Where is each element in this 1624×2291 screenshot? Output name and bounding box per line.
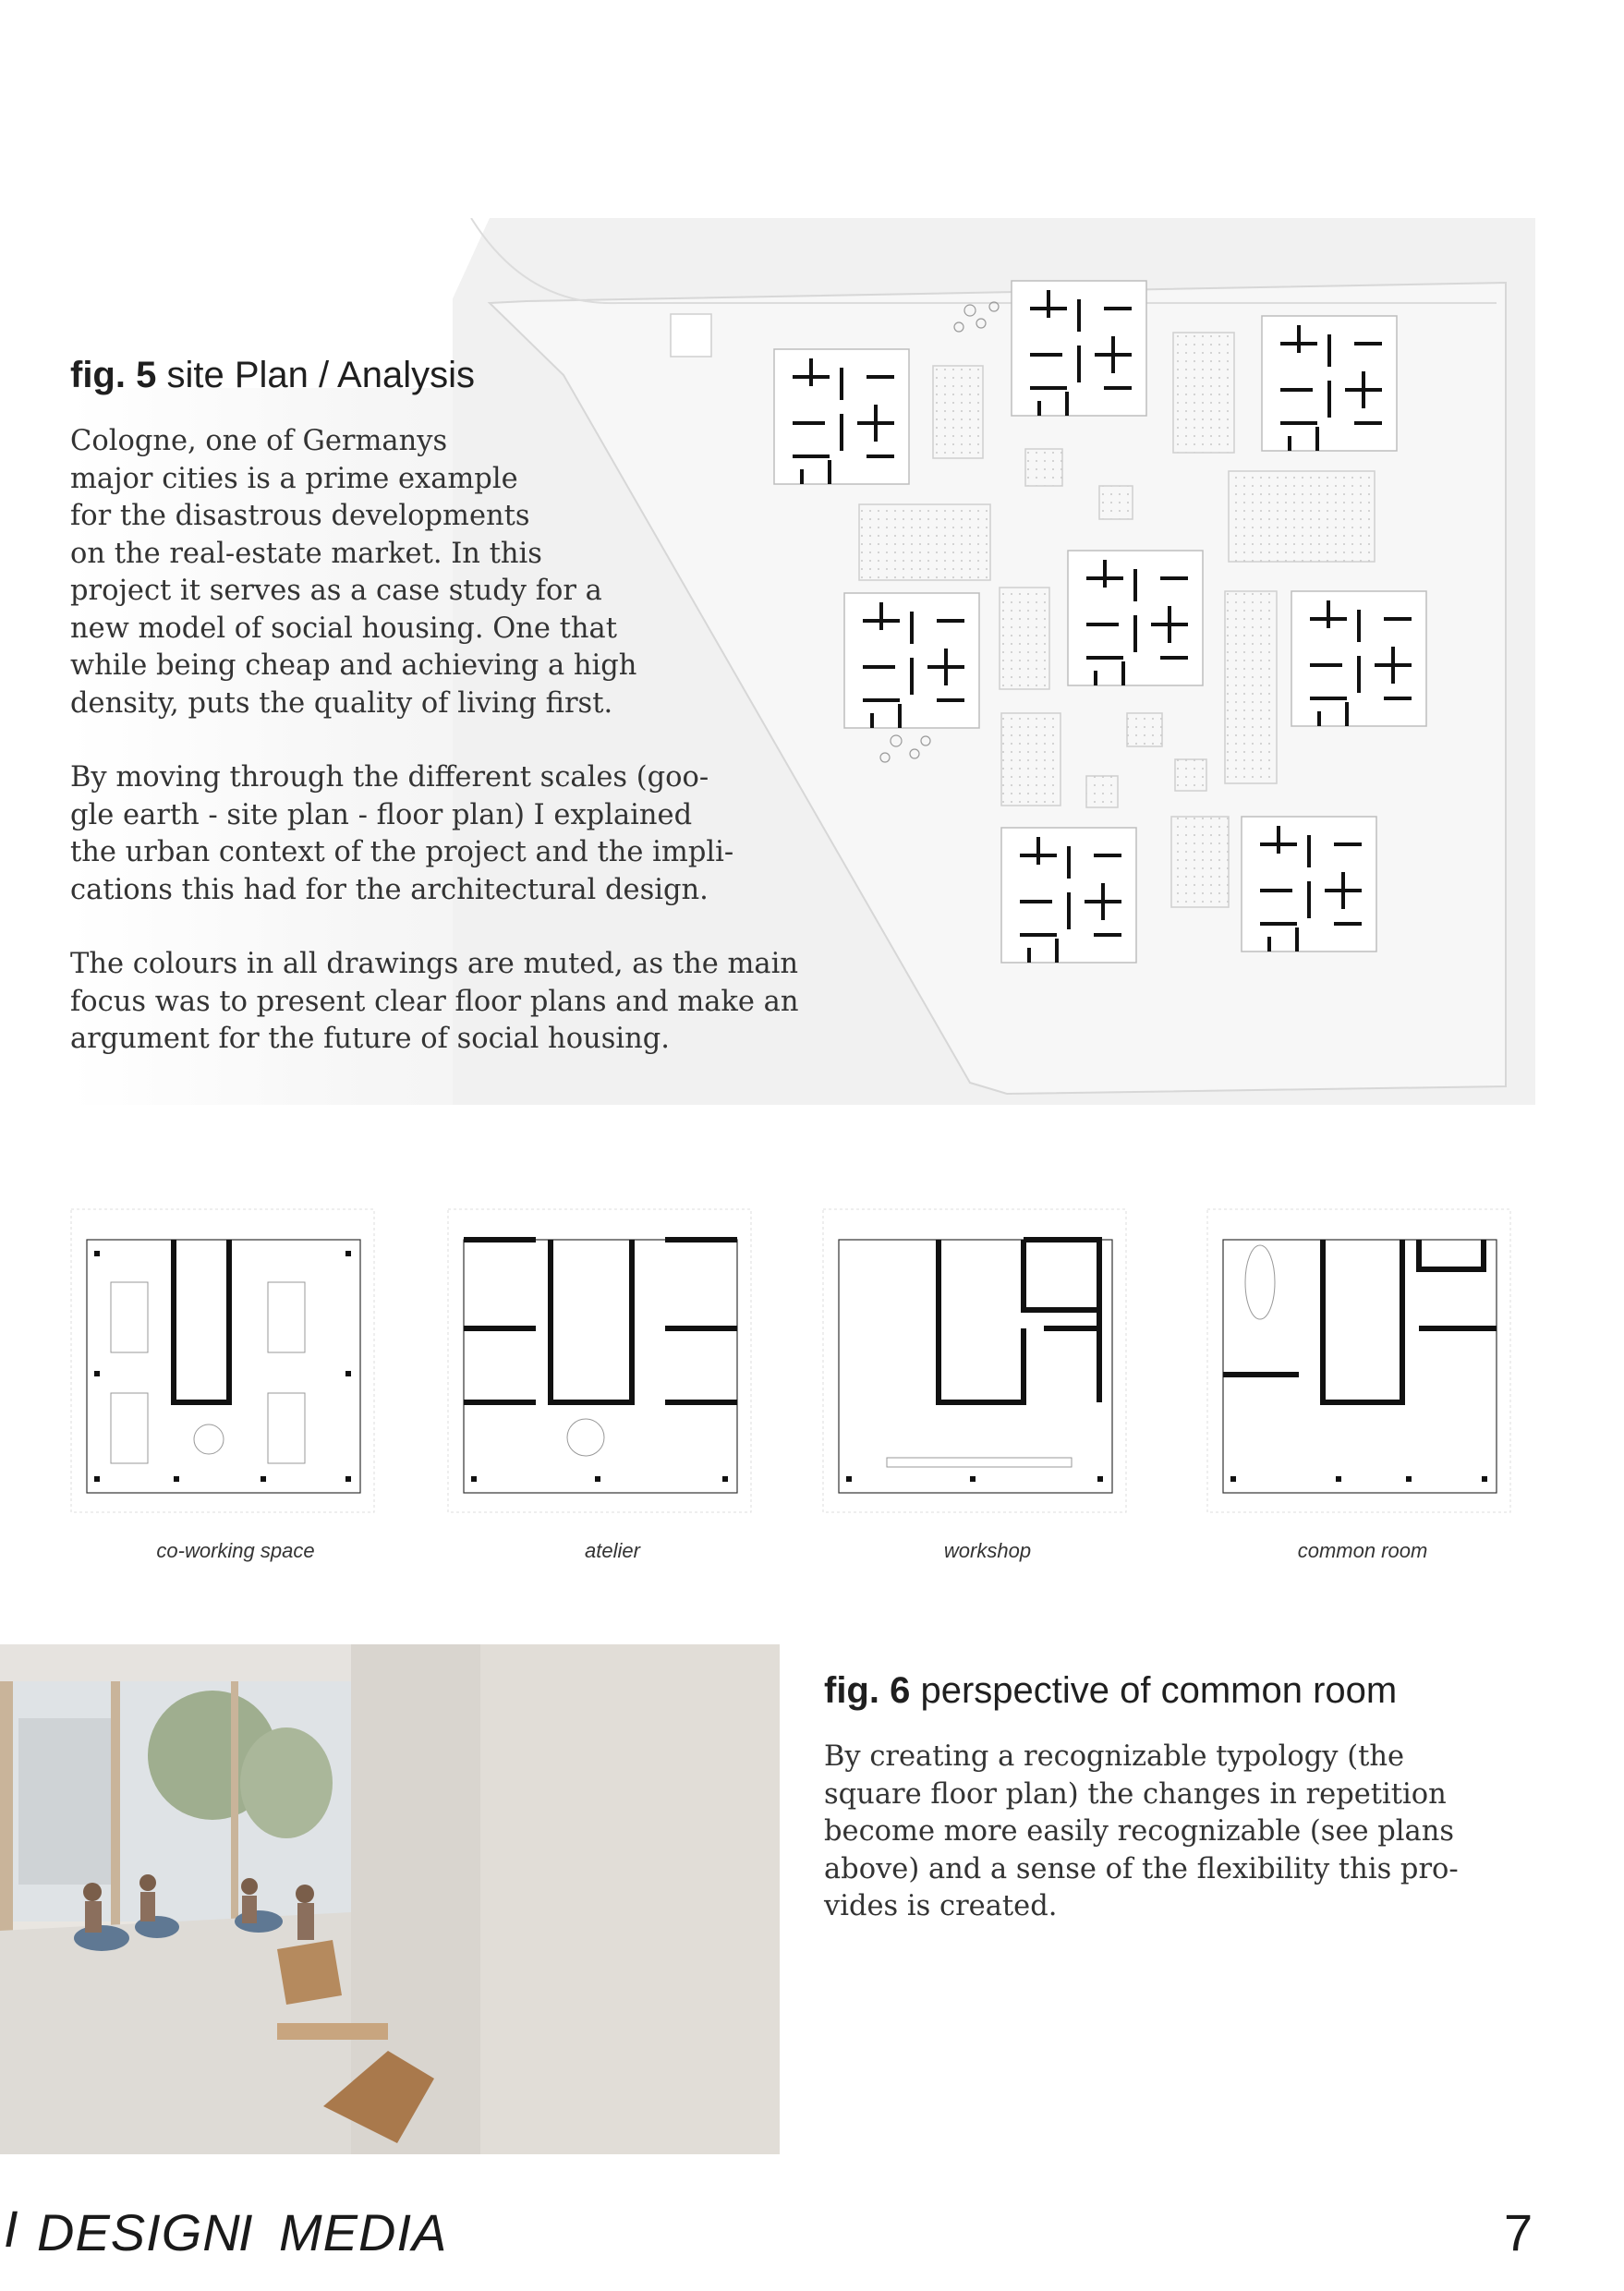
floor-plan-common-room bbox=[1206, 1208, 1511, 1513]
fig5-paragraph-3: The colours in all drawings are muted, as the main focus was to present clear floor plans and make an argument for the future of social housing. bbox=[70, 948, 799, 1055]
common-room-perspective-render bbox=[0, 1644, 780, 2154]
floor-plan-workshop bbox=[822, 1208, 1127, 1513]
floor-plan-label-workshop: workshop bbox=[943, 1539, 1032, 1562]
floor-plan-label-common-room: common room bbox=[1297, 1539, 1428, 1562]
fig6-body bbox=[824, 1739, 1582, 1963]
fig5-paragraph-1: Cologne, one of Germanys major cities is a prime example for the disastrous developments on the real-estate market. In this project it serves as a case study for a new model of social housing. One that while being cheap and achieving a high density, puts the quality of living first. bbox=[70, 425, 637, 720]
fig5-paragraph-2: By moving through the different scales (goo- gle earth - site plan - floor plan) I explained the urban context of the project and the impli- cations this had for the architectural design. bbox=[70, 761, 734, 906]
floor-plan-atelier bbox=[447, 1208, 752, 1513]
footer-mark: I bbox=[4, 2200, 19, 2258]
fig5-title: site Plan / Analysis bbox=[166, 355, 475, 395]
floor-plan-co-working bbox=[70, 1208, 375, 1513]
page-number: 7 bbox=[1504, 2203, 1534, 2261]
fig6-label: fig. 6 bbox=[824, 1670, 911, 1711]
floor-plan-label-atelier: atelier bbox=[585, 1539, 640, 1562]
fig5-body bbox=[70, 423, 902, 1096]
fig6-paragraph: By creating a recognizable typology (the square floor plan) the changes in repetition become more easily recognizable (see plans above) and a sense of the flexibility this pro- vides is created. bbox=[824, 1740, 1459, 1922]
kiosk bbox=[671, 314, 711, 357]
footer-section-media: MEDIA bbox=[279, 2203, 448, 2261]
fig6-title: perspective of common room bbox=[920, 1670, 1398, 1711]
fig5-heading bbox=[70, 355, 475, 396]
fig6-heading bbox=[824, 1670, 1397, 1712]
fig5-label: fig. 5 bbox=[70, 355, 157, 395]
floor-plan-label-co-working: co-working space bbox=[156, 1539, 315, 1562]
footer-separator: I bbox=[238, 2203, 254, 2261]
footer-section-design: DESIGN bbox=[37, 2203, 241, 2261]
